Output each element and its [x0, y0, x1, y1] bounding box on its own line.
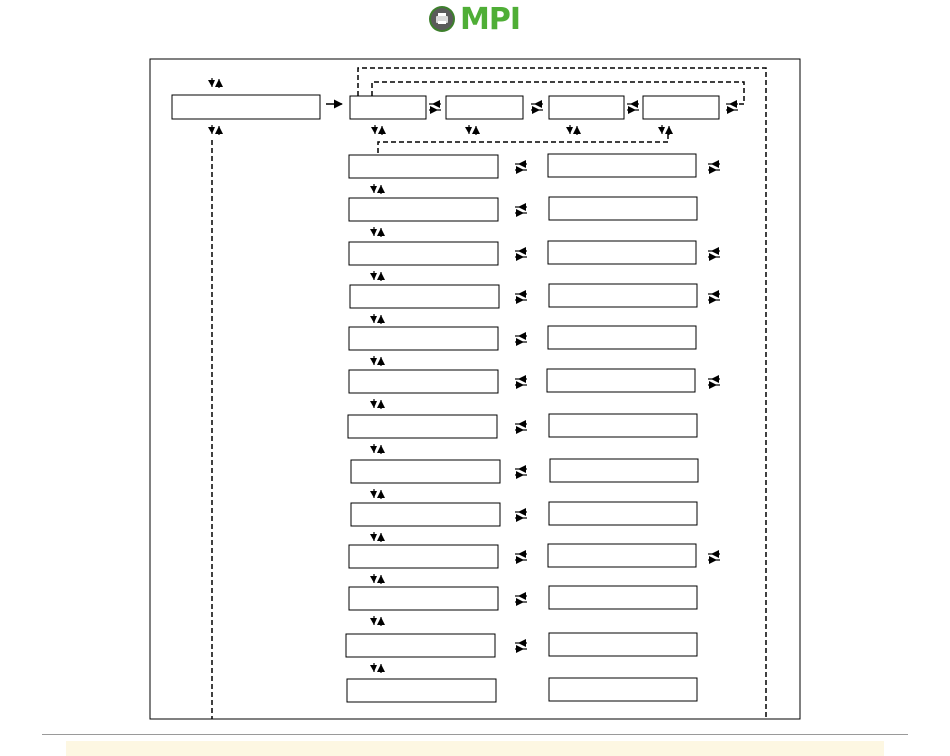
menu-right-box: [548, 241, 696, 264]
menu-right-box: [550, 459, 698, 482]
arrow-updown-icon: [370, 314, 385, 324]
arrow-leftright-icon: [515, 375, 527, 389]
arrow-leftright-icon: [429, 100, 441, 114]
arrow-updown-icon: [370, 227, 385, 237]
root-menu-box: [172, 95, 320, 119]
arrow-updown-icon: [370, 489, 385, 499]
arrow-leftright-icon: [708, 550, 720, 564]
menu-right-box: [549, 633, 697, 656]
arrow-updown-icon: [370, 532, 385, 542]
arrow-updown-icon: [370, 356, 385, 366]
arrow-updown-icon: [208, 78, 223, 88]
top-box-1: [350, 96, 426, 119]
menu-left-box: [351, 460, 500, 483]
menu-rows: [346, 154, 698, 702]
arrow-leftright-icon: [531, 100, 543, 114]
arrow-leftright-icon: [515, 160, 527, 174]
top-box-4: [643, 96, 719, 119]
arrow-updown-icon: [370, 444, 385, 454]
arrow-leftright-icon: [515, 592, 527, 606]
menu-right-box: [548, 154, 696, 177]
arrow-leftright-icon: [515, 290, 527, 304]
arrow-updown-icon: [371, 125, 386, 135]
top-box-2: [446, 96, 523, 119]
arrow-leftright-icon: [515, 550, 527, 564]
menu-right-box: [549, 586, 697, 609]
arrow-leftright-icon: [515, 247, 527, 261]
arrow-leftright-icon: [708, 160, 720, 174]
arrow-updown-icon: [370, 399, 385, 409]
menu-left-box: [347, 679, 496, 702]
arrow-updown-icon: [566, 125, 581, 135]
arrow-leftright-icon: [515, 332, 527, 346]
menu-left-box: [348, 415, 497, 438]
arrow-updown-icon: [465, 125, 480, 135]
menu-right-box: [548, 326, 696, 349]
menu-left-box: [349, 370, 498, 393]
menu-right-box: [548, 544, 696, 567]
menu-right-box: [547, 369, 695, 392]
arrow-updown-icon: [370, 271, 385, 281]
menu-left-box: [349, 545, 498, 568]
menu-left-box: [350, 285, 499, 308]
arrow-leftright-icon: [515, 420, 527, 434]
arrow-leftright-icon: [726, 100, 738, 114]
menu-right-box: [549, 502, 697, 525]
arrow-leftright-icon: [627, 100, 639, 114]
arrow-updown-icon: [370, 574, 385, 584]
arrow-leftright-icon: [708, 290, 720, 304]
dashed-link-down: [378, 134, 668, 154]
menu-right-box: [549, 284, 697, 307]
top-box-3: [549, 96, 624, 119]
arrow-leftright-icon: [515, 465, 527, 479]
arrow-leftright-icon: [515, 508, 527, 522]
arrow-updown-icon: [370, 616, 385, 626]
arrow-leftright-icon: [515, 639, 527, 653]
menu-right-box: [549, 197, 697, 220]
menu-left-box: [349, 327, 498, 350]
arrow-leftright-icon: [515, 203, 527, 217]
menu-left-box: [349, 242, 498, 265]
menu-left-box: [351, 503, 500, 526]
arrow-updown-icon: [208, 125, 223, 135]
arrow-leftright-icon: [708, 247, 720, 261]
arrow-leftright-icon: [708, 375, 720, 389]
menu-right-box: [549, 678, 697, 701]
menu-left-box: [349, 155, 498, 178]
arrow-updown-icon: [658, 125, 673, 135]
menu-right-box: [549, 414, 697, 437]
menu-left-box: [346, 634, 495, 657]
logo-text: MPI: [460, 1, 521, 37]
menu-left-box: [349, 198, 498, 221]
menu-left-box: [349, 587, 498, 610]
arrow-updown-icon: [370, 184, 385, 194]
arrow-updown-icon: [370, 663, 385, 673]
